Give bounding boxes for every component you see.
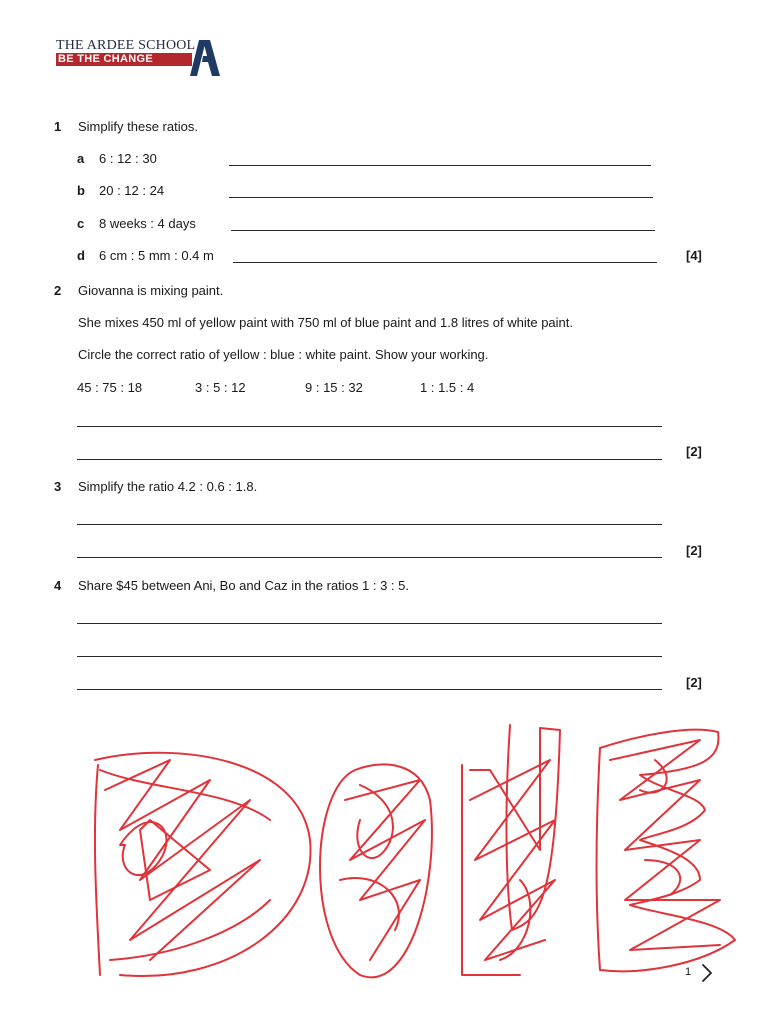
q1-part-b-answer-line[interactable] <box>229 197 653 198</box>
q1-part-a-text: 6 : 12 : 30 <box>99 151 157 166</box>
q1-part-a-answer-line[interactable] <box>229 165 651 166</box>
chevron-right-icon[interactable] <box>700 962 714 984</box>
question-4-text: Share $45 between Ani, Bo and Caz in the ratios 1 : 3 : 5. <box>78 578 409 593</box>
question-1-text: Simplify these ratios. <box>78 119 198 134</box>
q1-part-d-answer-line[interactable] <box>233 262 657 263</box>
question-2-number: 2 <box>54 283 62 298</box>
q2-answer-line-2[interactable] <box>77 459 662 460</box>
question-2-line-2: Circle the correct ratio of yellow : blue : white paint. Show your working. <box>78 347 489 362</box>
school-logo <box>56 38 226 78</box>
q4-answer-line-1[interactable] <box>77 623 662 624</box>
q4-answer-line-3[interactable] <box>77 689 662 690</box>
q1-part-d-text: 6 cm : 5 mm : 0.4 m <box>99 248 214 263</box>
question-3-text: Simplify the ratio 4.2 : 0.6 : 1.8. <box>78 479 258 494</box>
q1-part-c-answer-line[interactable] <box>231 230 655 231</box>
q2-option-1[interactable]: 45 : 75 : 18 <box>77 380 143 395</box>
question-2-marks: [2] <box>686 444 702 459</box>
q2-option-4[interactable]: 1 : 1.5 : 4 <box>420 380 475 395</box>
q1-part-c-text: 8 weeks : 4 days <box>99 216 196 231</box>
school-motto: BE THE CHANGE <box>56 53 192 66</box>
q1-part-b-letter: b <box>77 183 85 198</box>
school-name: THE ARDEE SCHOOL <box>56 38 196 53</box>
page-number: 1 <box>685 966 692 978</box>
q4-answer-line-2[interactable] <box>77 656 662 657</box>
question-3-number: 3 <box>54 479 62 494</box>
q1-part-d-letter: d <box>77 248 85 263</box>
q2-option-3[interactable]: 9 : 15 : 32 <box>305 380 363 395</box>
q2-answer-line-1[interactable] <box>77 426 662 427</box>
question-3-marks: [2] <box>686 543 702 558</box>
q1-part-b-text: 20 : 12 : 24 <box>99 183 165 198</box>
logo-a-mark-icon <box>190 40 220 76</box>
q3-answer-line-2[interactable] <box>77 557 662 558</box>
q1-part-c-letter: c <box>77 216 85 231</box>
q3-answer-line-1[interactable] <box>77 524 662 525</box>
question-4-marks: [2] <box>686 675 702 690</box>
question-2-line-1: She mixes 450 ml of yellow paint with 750 ml of blue paint and 1.8 litres of white paint. <box>78 315 573 330</box>
question-1-marks: [4] <box>686 248 702 263</box>
q2-option-2[interactable]: 3 : 5 : 12 <box>195 380 246 395</box>
question-2-text: Giovanna is mixing paint. <box>78 283 224 298</box>
question-4-number: 4 <box>54 578 62 593</box>
q1-part-a-letter: a <box>77 151 85 166</box>
question-1-number: 1 <box>54 119 62 134</box>
